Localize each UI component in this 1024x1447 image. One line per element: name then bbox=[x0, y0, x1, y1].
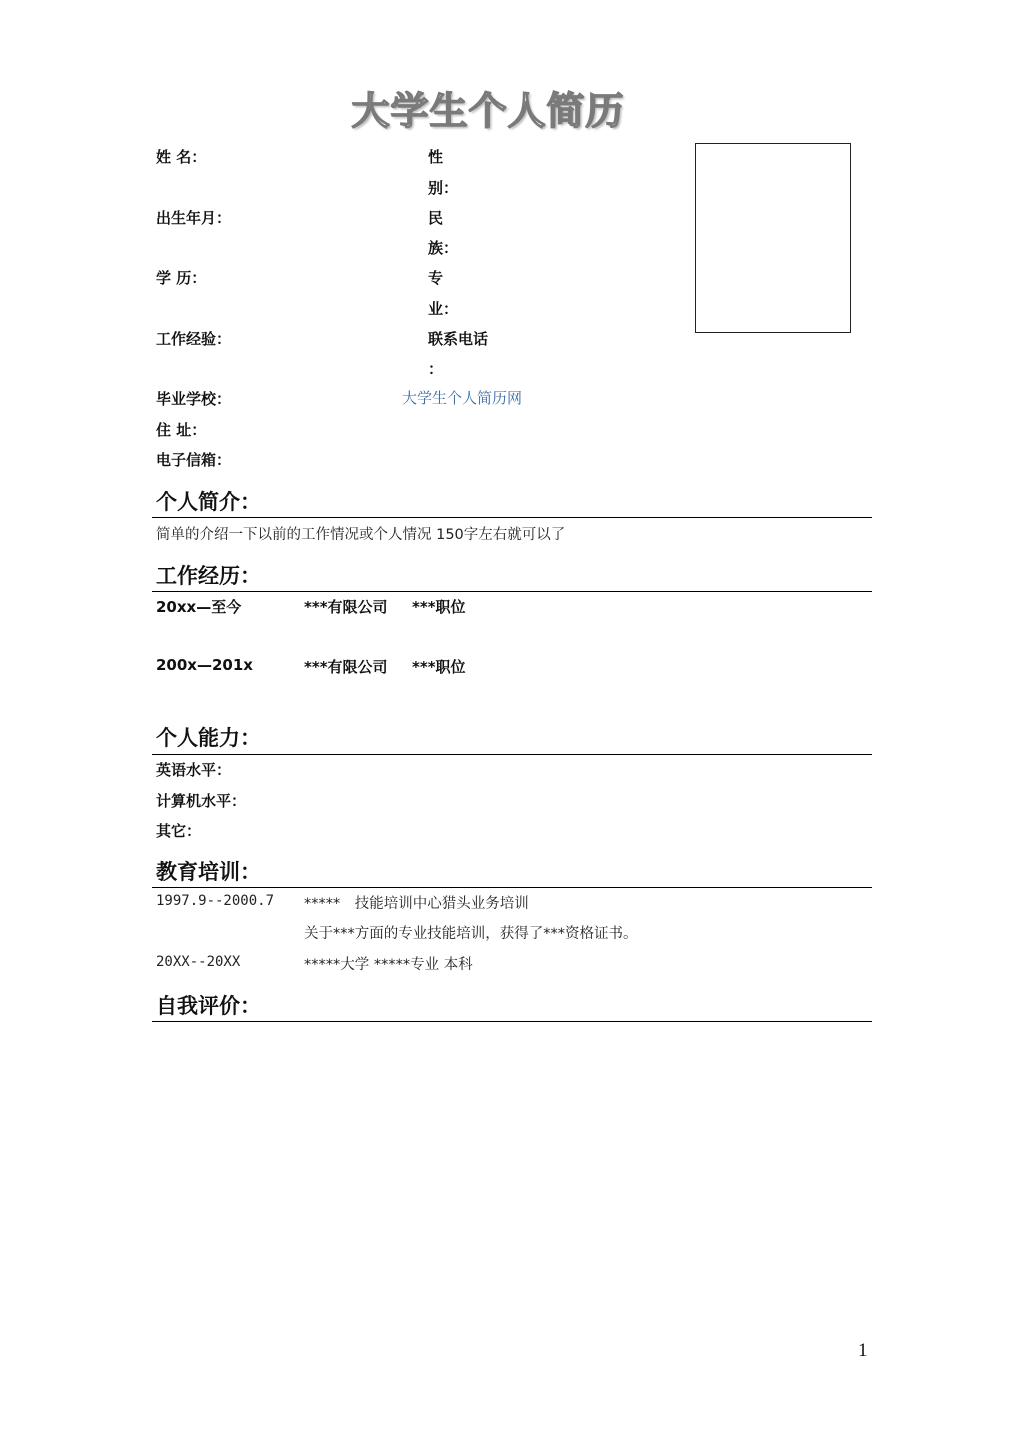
work-period: 200x—201x bbox=[156, 656, 253, 674]
gender-label-line1: 性 bbox=[428, 148, 444, 166]
name-label: 姓 名： bbox=[156, 148, 207, 166]
intro-divider bbox=[152, 517, 872, 518]
training-detail: ***** 技能培训中心猎头业务培训 bbox=[304, 896, 529, 912]
training-heading: 教育培训： bbox=[156, 860, 261, 884]
english-level-label: 英语水平： bbox=[156, 761, 232, 779]
training-detail: 关于***方面的专业技能培训，获得了***资格证书。 bbox=[304, 926, 638, 942]
education-label: 学 历： bbox=[156, 269, 207, 287]
ethnicity-label-line2: 族： bbox=[428, 239, 459, 257]
work-position: ***职位 bbox=[412, 598, 466, 616]
page-number: 1 bbox=[858, 1340, 868, 1361]
ethnicity-label-line1: 民 bbox=[428, 209, 444, 227]
work-heading: 工作经历： bbox=[156, 564, 261, 588]
intro-heading: 个人简介： bbox=[156, 490, 261, 514]
self-eval-heading: 自我评价： bbox=[156, 994, 261, 1018]
birth-label: 出生年月： bbox=[156, 209, 232, 227]
major-label-line1: 专 bbox=[428, 269, 444, 287]
training-detail: *****大学 *****专业 本科 bbox=[304, 957, 473, 973]
experience-label: 工作经验： bbox=[156, 330, 232, 348]
training-divider bbox=[152, 887, 872, 888]
computer-level-label: 计算机水平： bbox=[156, 792, 247, 810]
phone-label-line2: ： bbox=[428, 360, 444, 378]
work-company: ***有限公司 bbox=[304, 658, 388, 676]
work-divider bbox=[152, 591, 872, 592]
other-skills-label: 其它： bbox=[156, 822, 202, 840]
work-position: ***职位 bbox=[412, 658, 466, 676]
resume-title: 大学生个人简历 bbox=[351, 89, 625, 133]
work-period: 20xx—至今 bbox=[156, 598, 242, 616]
work-company: ***有限公司 bbox=[304, 598, 388, 616]
training-period: 20XX--20XX bbox=[156, 954, 241, 970]
phone-label-line1: 联系电话 bbox=[428, 330, 489, 348]
school-label: 毕业学校： bbox=[156, 390, 232, 408]
skills-heading: 个人能力： bbox=[156, 726, 261, 750]
intro-text: 简单的介绍一下以前的工作情况或个人情况 150字左右就可以了 bbox=[156, 527, 566, 543]
gender-label-line2: 别： bbox=[428, 179, 459, 197]
training-period: 1997.9--2000.7 bbox=[156, 893, 275, 909]
skills-divider bbox=[152, 754, 872, 755]
email-label: 电子信箱： bbox=[156, 451, 232, 469]
self-eval-divider bbox=[152, 1021, 872, 1022]
site-link[interactable]: 大学生个人简历网 bbox=[402, 389, 523, 407]
major-label-line2: 业： bbox=[428, 300, 459, 318]
address-label: 住 址： bbox=[156, 421, 207, 439]
photo-placeholder bbox=[695, 143, 851, 333]
